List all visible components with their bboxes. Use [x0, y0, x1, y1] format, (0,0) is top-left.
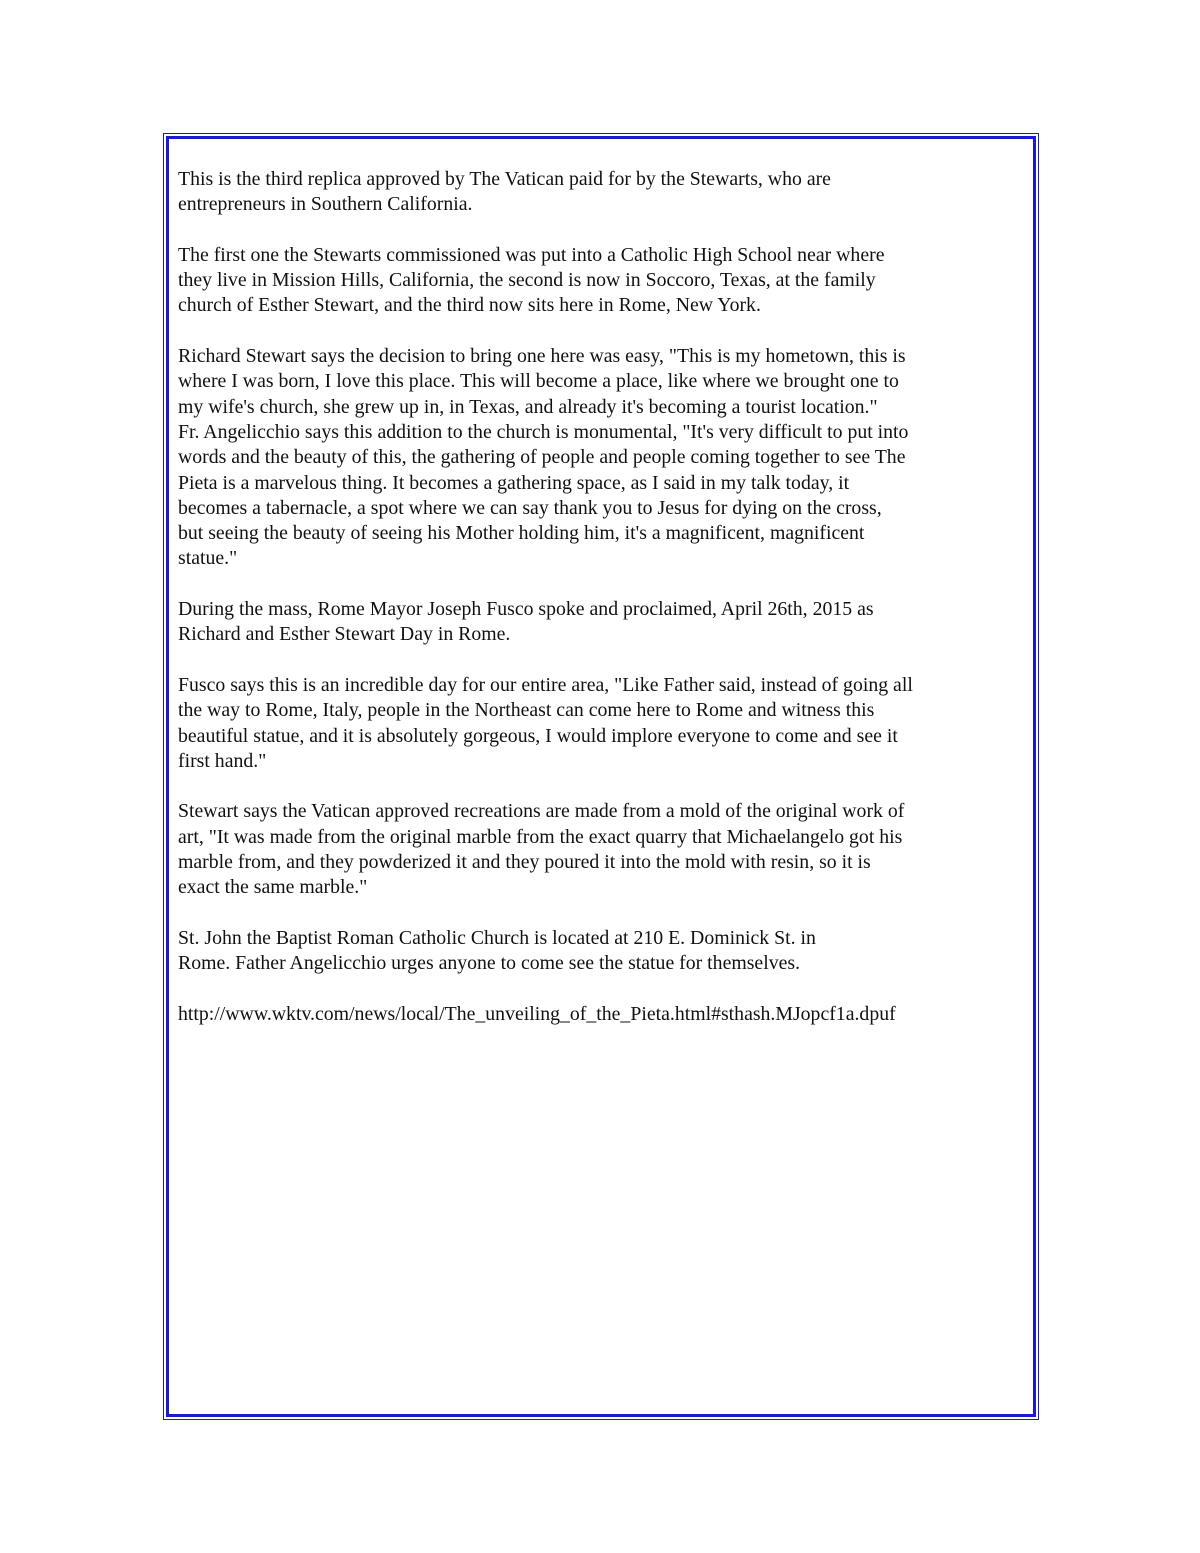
paragraph-replica-intro — [178, 167, 1033, 218]
text-line: words and the beauty of this, the gathering of people and people coming together to see The — [178, 446, 906, 469]
text-line: Rome. Father Angelicchio urges anyone to come see the statue for themselves. — [178, 952, 801, 975]
paragraph-marble-recreation — [178, 799, 1033, 900]
text-line: marble from, and they powderized it and they poured it into the mold with resin, so it is — [178, 851, 871, 874]
text-line: Fusco says this is an incredible day for our entire area, "Like Father said, instead of going all — [178, 673, 913, 696]
paragraph-source-url — [178, 1002, 1033, 1027]
text-line: Fr. Angelicchio says this addition to the church is monumental, "It's very difficult to put into — [178, 420, 909, 443]
paragraph-richard-stewart-quote — [178, 344, 1033, 572]
source-url-text: http://www.wktv.com/news/local/The_unveiling_of_the_Pieta.html#sthash.MJopcf1a.dpuf — [178, 1002, 896, 1025]
text-line: statue." — [178, 547, 238, 570]
text-line: During the mass, Rome Mayor Joseph Fusco spoke and proclaimed, April 26th, 2015 as — [178, 598, 874, 621]
text-line: where I was born, I love this place. This will become a place, like where we brought one to — [178, 370, 899, 393]
paragraph-first-commission — [178, 243, 1033, 319]
text-line: exact the same marble." — [178, 876, 368, 899]
text-line: St. John the Baptist Roman Catholic Church is located at 210 E. Dominick St. in — [178, 926, 816, 949]
text-line: becomes a tabernacle, a spot where we can say thank you to Jesus for dying on the cross, — [178, 496, 882, 519]
text-line: first hand." — [178, 749, 267, 772]
paragraph-mayor-proclamation — [178, 597, 1033, 648]
text-line: The first one the Stewarts commissioned was put into a Catholic High School near where — [178, 243, 885, 266]
text-line: my wife's church, she grew up in, in Texas, and already it's becoming a tourist location." — [178, 395, 878, 418]
text-line: the way to Rome, Italy, people in the Northeast can come here to Rome and witness this — [178, 699, 875, 722]
paragraph-church-location — [178, 926, 1033, 977]
text-line: but seeing the beauty of seeing his Mother holding him, it's a magnificent, magnificent — [178, 522, 865, 545]
document-body — [178, 167, 1033, 1027]
text-line: they live in Mission Hills, California, the second is now in Soccoro, Texas, at the family — [178, 269, 876, 292]
text-line: Richard and Esther Stewart Day in Rome. — [178, 623, 511, 646]
text-line: beautiful statue, and it is absolutely gorgeous, I would implore everyone to come and see it — [178, 724, 898, 747]
text-line: Stewart says the Vatican approved recreations are made from a mold of the original work of — [178, 800, 905, 823]
paragraph-fusco-quote — [178, 673, 1033, 774]
text-line: This is the third replica approved by The Vatican paid for by the Stewarts, who are — [178, 168, 831, 190]
text-line: entrepreneurs in Southern California. — [178, 193, 473, 216]
text-line: Pieta is a marvelous thing. It becomes a gathering space, as I said in my talk today, it — [178, 471, 850, 494]
text-line: Richard Stewart says the decision to bring one here was easy, "This is my hometown, this is — [178, 345, 906, 368]
text-line: art, "It was made from the original marble from the exact quarry that Michaelangelo got his — [178, 825, 903, 848]
text-line: church of Esther Stewart, and the third now sits here in Rome, New York. — [178, 294, 761, 317]
